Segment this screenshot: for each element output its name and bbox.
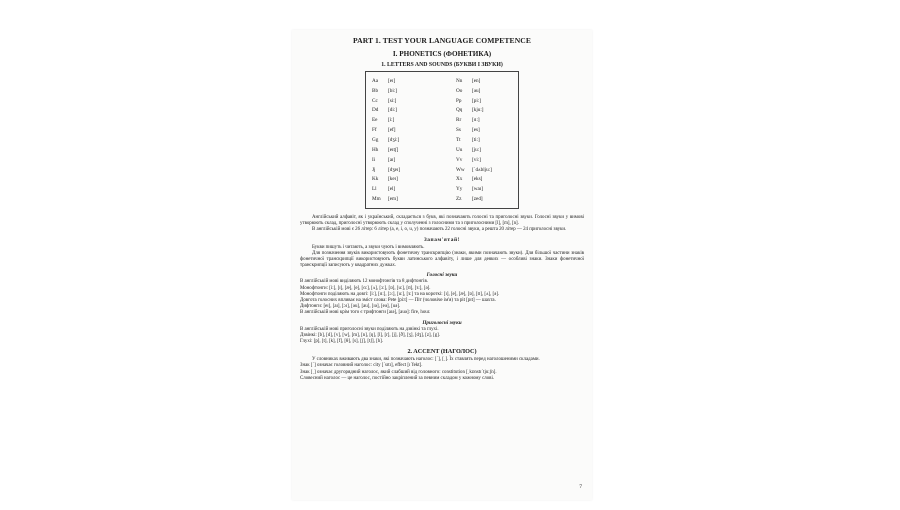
book-page [292, 30, 592, 500]
memo-paragraph: Для позначення звуків використовують фонетичну транскрипцію (знаки, якими позначають звуки). Для більшої частини знаків фонетичної транскрипції використовують букви латинського алфавіту, і лише для деяких — особливі знаки. Знаки фонетичної транскрипції записують у квадратних дужках. [300, 250, 584, 269]
subsection-title: 1. LETTERS AND SOUNDS (БУКВИ І ЗВУКИ) [381, 62, 503, 68]
alphabet-row [372, 155, 428, 165]
text-line: Знак [ˌ] означає другорядний наголос, який слабший від головного: constitution [ˌkɒnstɪˈtju:ʃn]. [300, 369, 497, 375]
transcription: [el] [388, 186, 396, 193]
paragraph-letter-count: В англійській мові є 26 літер: 6 літер (a, e, i, o, u, y) позначають 22 голосні звуки, а решта 20 літер — 24 приголосні звуки. [312, 227, 567, 233]
accent-heading: 2. ACCENT (НАГОЛОС) [407, 348, 477, 356]
letter: Gg [372, 136, 379, 143]
letter: Kk [372, 176, 379, 183]
text-line: Словесний наголос — це наголос, постійно закріплений за певним складом у кожному слові. [300, 375, 495, 381]
letter: Hh [372, 146, 379, 153]
letter: Mm [372, 196, 381, 203]
consonants-heading: Приголосні звуки [422, 319, 462, 326]
transcription: [ju:] [472, 146, 481, 153]
vowels-heading: Голосні звуки [426, 272, 458, 279]
transcription: [bi:] [388, 87, 397, 94]
page-number: 7 [579, 484, 582, 490]
alphabet-table [365, 71, 519, 209]
alphabet-row [456, 96, 512, 106]
memo-line: Букви пишуть і читають, а звуки чують і вимовляють. [312, 244, 425, 250]
text-line: Монофтонги: [i:], [ɪ], [æ], [e], [ɑ:], [ʌ], [ɔ:], [ɒ], [u:], [ʊ], [ɜ:], [ə]. [300, 285, 431, 291]
transcription: [di:] [388, 107, 397, 114]
letter: Ff [372, 127, 377, 134]
letter: Rr [456, 117, 462, 124]
part-title: PART 1. TEST YOUR LANGUAGE COMPETENCE [352, 36, 532, 45]
letter: Jj [372, 166, 376, 173]
alphabet-row [456, 145, 512, 155]
transcription: [əu] [472, 87, 481, 94]
letter: Pp [456, 97, 462, 104]
paragraph-alphabet: Англійський алфавіт, як і український, складається з букв, які позначають голосні та приголосні звуки. Голосні звуки у вимові утворюють склад, приголосні утворюють склад у сполученні з голосними та з приголосними [l], [m], [n]. [300, 215, 584, 227]
alphabet-row [372, 194, 428, 204]
transcription: [keɪ] [388, 176, 398, 183]
letter: Uu [456, 146, 463, 153]
transcription: [ef] [388, 127, 396, 134]
letter: Tt [456, 136, 461, 143]
letter: Vv [456, 156, 463, 163]
letter: Ss [456, 127, 461, 134]
transcription: [en] [472, 77, 481, 84]
alphabet-row [456, 135, 512, 145]
letter: Nn [456, 77, 463, 84]
alphabet-row [456, 115, 512, 125]
transcription: [em] [388, 196, 398, 203]
vowels-block [300, 279, 584, 316]
text-line: Знак [ˈ] означає головний наголос: city [ˈsɪtɪ], effect [ɪˈfekt]. [300, 363, 423, 369]
text-line: Дзвінкі: [b], [d], [v], [w], [m], [n], [ŋ], [l], [r], [j], [ð], [ʒ], [dʒ], [z], [g]. [300, 332, 441, 338]
alphabet-row [372, 165, 428, 175]
transcription: [es] [472, 127, 480, 134]
alphabet-row [456, 174, 512, 184]
alphabet-row [456, 76, 512, 86]
letter: Aa [372, 77, 379, 84]
letter: Ee [372, 117, 378, 124]
letter: Yy [456, 186, 463, 193]
transcription: [ti:] [472, 136, 480, 143]
alphabet-row [372, 106, 428, 116]
letter: Ww [456, 166, 465, 173]
transcription: [pi:] [472, 97, 481, 104]
transcription: [eɪtʃ] [388, 146, 399, 153]
transcription: [eks] [472, 176, 483, 183]
text-line: У словниках вживають два знаки, які позначають наголос: [ˈ], [ˌ]. Їх ставлять перед наголошеними складами. [312, 357, 540, 363]
alphabet-row [372, 86, 428, 96]
consonants-block [300, 327, 584, 346]
alphabet-column-right [456, 76, 512, 204]
text-line: В англійській мові крім того є трифтонги [aɪə], [auə]: fire, hour. [300, 310, 431, 316]
transcription: [ɑ:] [472, 117, 480, 124]
accent-block [300, 357, 584, 382]
alphabet-row [456, 165, 512, 175]
alphabet-row [372, 135, 428, 145]
transcription: [i:] [388, 117, 395, 124]
alphabet-row [372, 184, 428, 194]
alphabet-row [372, 174, 428, 184]
letter: Bb [372, 87, 379, 94]
transcription: [zed] [472, 196, 483, 203]
alphabet-row [372, 115, 428, 125]
text-line: Довгота голосних впливає на зміст слова: Pete [pi:t] — Піт (чоловіче ім'я) та pit [pɪt] — шахта. [300, 298, 496, 304]
letter: Oo [456, 87, 463, 94]
transcription: [waɪ] [472, 186, 483, 193]
alphabet-row [372, 145, 428, 155]
alphabet-row [456, 86, 512, 96]
letter: Cc [372, 97, 378, 104]
letter: Qq [456, 107, 463, 114]
transcription: [eɪ] [388, 77, 396, 84]
transcription: [dʒeɪ] [388, 166, 401, 173]
alphabet-row [456, 125, 512, 135]
alphabet-column-left [372, 76, 428, 204]
alphabet-row [372, 76, 428, 86]
alphabet-row [456, 155, 512, 165]
alphabet-row [456, 106, 512, 116]
transcription: [kju:] [472, 107, 484, 114]
letter: Dd [372, 107, 379, 114]
letter: Xx [456, 176, 463, 183]
alphabet-row [372, 125, 428, 135]
text-line: Глухі: [p], [t], [k], [f], [θ], [s], [ʃ], [tʃ], [h]. [300, 339, 384, 345]
letter: Zz [456, 196, 462, 203]
text-line: В англійській мові виділяють 12 монофтонгів та 8 дифтонгів. [300, 279, 428, 285]
transcription: [dʒi:] [388, 136, 400, 143]
transcription: [aɪ] [388, 156, 396, 163]
letter: Ii [372, 156, 376, 163]
text-line: В англійській мові приголосні звуки поділяють на дзвінкі та глухі. [300, 326, 439, 332]
transcription: [ˈdʌblju:] [472, 166, 492, 173]
letter: Ll [372, 186, 377, 193]
text-line: Дифтонги: [eɪ], [aɪ], [ɔɪ], [əu], [au], [ɪə], [eə], [uə]. [300, 304, 401, 310]
alphabet-row [372, 96, 428, 106]
alphabet-row [456, 184, 512, 194]
transcription: [si:] [388, 97, 397, 104]
transcription: [vi:] [472, 156, 481, 163]
alphabet-row [456, 194, 512, 204]
memo-heading: Запам'ятай! [423, 236, 461, 243]
text-line: Монофтонги поділяють на довгі: [i:], [ɑ:], [ɔ:], [u:], [ɜ:] та на короткі: [ɪ], [e], [æ], [ɒ], [ʊ], [ʌ], [ə]. [300, 291, 500, 297]
section-title: I. PHONETICS (ФОНЕТИКА) [392, 50, 492, 58]
